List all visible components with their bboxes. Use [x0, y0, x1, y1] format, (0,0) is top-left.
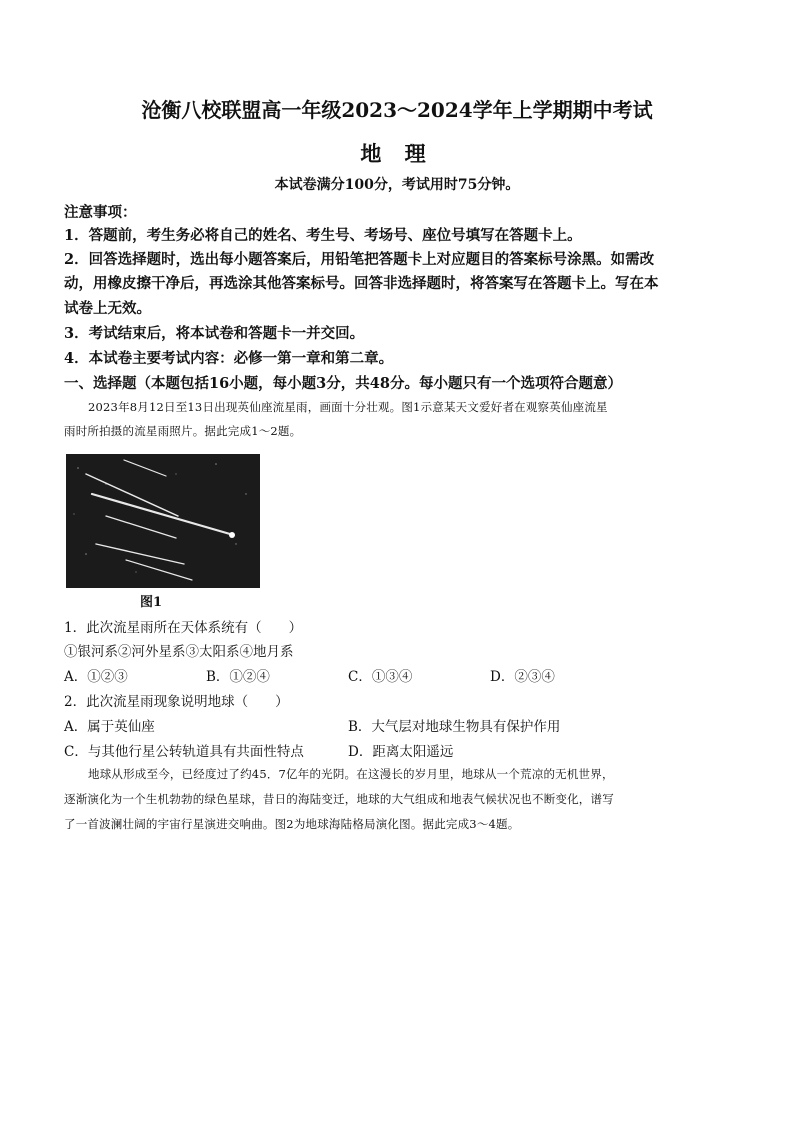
subject-title: 地 理 [360, 141, 434, 166]
section-heading: 一、选择题（本题包括16小题，每小题3分，共48分。每小题只有一个选项符合题意） [64, 375, 622, 392]
intro2-paragraph-line: 逐渐演化为一个生机勃勃的绿色星球，昔日的海陆变迁，地球的大气组成和地表气候状况也不断变化，谱写 [64, 792, 614, 806]
intro2-paragraph-line: 地球从形成至今，已经度过了约45．7亿年的光阴。在这漫长的岁月里，地球从一个荒凉的无机世界， [88, 767, 614, 781]
exam-title: 沧衡八校联盟高一年级2023～2024学年上学期期中考试 [141, 98, 653, 122]
question-2-option-d: D．距离太阳遥远 [348, 744, 454, 760]
question-2-option-a: A．属于英仙座 [64, 719, 155, 735]
notice-heading: 注意事项： [64, 204, 137, 221]
intro2-paragraph-line: 了一首波澜壮阔的宇宙行星演进交响曲。图2为地球海陆格局演化图。据此完成3～4题。 [64, 817, 520, 831]
notice-item: 1．答题前，考生务必将自己的姓名、考生号、考场号、座位号填写在答题卡上。 [64, 227, 582, 244]
notice-item: 2．回答选择题时，选出每小题答案后，用铅笔把答题卡上对应题目的答案标号涂黑。如需改 [64, 251, 655, 268]
notice-item: 试卷上无效。 [64, 300, 151, 317]
question-1-option-a: A．①②③ [64, 669, 128, 685]
question-1-option-d: D．②③④ [490, 669, 555, 685]
figure-caption: 图1 [140, 595, 163, 610]
intro-paragraph-line: 2023年8月12日至13日出现英仙座流星雨，画面十分壮观。图1示意某天文爱好者在观察英仙座流星 [88, 400, 608, 414]
notice-item: 3．考试结束后，将本试卷和答题卡一并交回。 [64, 325, 365, 342]
meteor-streaks-icon [66, 454, 260, 588]
meteor-shower-photo [66, 454, 260, 588]
exam-subtitle: 本试卷满分100分，考试用时75分钟。 [274, 177, 520, 193]
question-2-option-c: C．与其他行星公转轨道具有共面性特点 [64, 744, 304, 760]
question-2-stem: 2．此次流星雨现象说明地球（ ） [64, 694, 289, 710]
question-2-option-b: B．大气层对地球生物具有保护作用 [348, 719, 561, 735]
question-1-stem: 1．此次流星雨所在天体系统有（ ） [64, 620, 303, 636]
question-1-option-c: C．①③④ [348, 669, 413, 685]
question-1-items: ①银河系②河外星系③太阳系④地月系 [64, 644, 294, 660]
question-1-option-b: B．①②④ [206, 669, 270, 685]
intro-paragraph-line: 雨时所拍摄的流星雨照片。据此完成1～2题。 [64, 424, 302, 438]
notice-item: 4．本试卷主要考试内容：必修一第一章和第二章。 [64, 350, 394, 367]
notice-item: 动，用橡皮擦干净后，再选涂其他答案标号。回答非选择题时，将答案写在答题卡上。写在本 [64, 275, 659, 292]
